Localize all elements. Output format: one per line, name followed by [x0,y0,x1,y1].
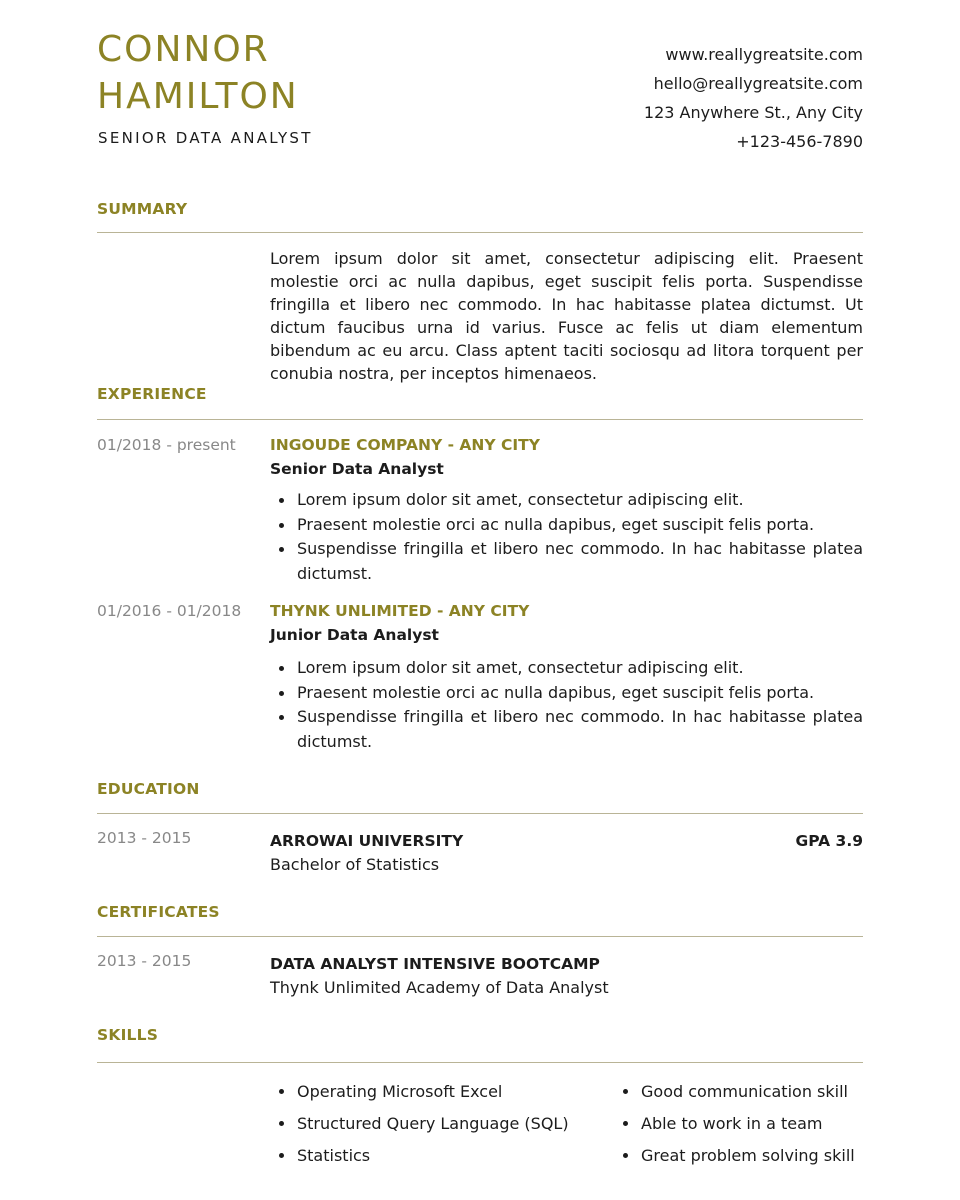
contact-block [644,40,863,156]
job-role: Junior Data Analyst [270,626,439,644]
list-item: Praesent molestie orci ac nulla dapibus, eget suscipit felis porta. [270,681,863,706]
list-item: Lorem ipsum dolor sit amet, consectetur adipiscing elit. [270,488,863,513]
contact-phone: +123-456-7890 [736,132,863,151]
job-dates: 01/2016 - 01/2018 [97,602,242,620]
contact-address: 123 Anywhere St., Any City [643,103,863,122]
education-heading: EDUCATION [97,780,200,798]
certificate-dates: 2013 - 2015 [97,952,192,970]
list-item: Able to work in a team [614,1108,874,1140]
certificate-name: DATA ANALYST INTENSIVE BOOTCAMP [270,955,600,973]
job-title: SENIOR DATA ANALYST [98,129,313,147]
certificates-divider [97,936,863,937]
job-role: Senior Data Analyst [270,460,444,478]
list-item: Suspendisse fringilla et libero nec commodo. In hac habitasse platea dictumst. [270,705,863,754]
skills-list-left [270,1076,600,1172]
summary-divider [97,232,863,233]
certificates-heading: CERTIFICATES [97,903,220,921]
experience-heading: EXPERIENCE [97,385,207,403]
list-item: Praesent molestie orci ac nulla dapibus, eget suscipit felis porta. [270,513,863,538]
job-company: THYNK UNLIMITED - ANY CITY [270,602,530,620]
summary-text: Lorem ipsum dolor sit amet, consectetur adipiscing elit. Praesent molestie orci ac nulla dapibus, eget suscipit felis porta. Suspendisse fringilla et libero nec commodo. In hac habitasse platea dictumst. Ut dictum faucibus urna id varius. Fusce ac felis ut diam elementum bibendum ac eu arcu. Class aptent taciti sociosqu ad litora torquent per conubia nostra, per inceptos himenaeos. [270,249,863,383]
list-item: Good communication skill [614,1076,874,1108]
contact-website: www.reallygreatsite.com [665,45,863,64]
skills-list-right [614,1076,874,1172]
summary-heading: SUMMARY [97,200,188,218]
list-item: Statistics [270,1140,600,1172]
job-dates: 01/2018 - present [97,436,236,454]
job-bullets [270,656,863,754]
contact-email: hello@reallygreatsite.com [653,74,863,93]
list-item: Operating Microsoft Excel [270,1076,600,1108]
candidate-name: CONNOR HAMILTON [97,29,299,117]
certificate-issuer: Thynk Unlimited Academy of Data Analyst [270,978,609,997]
degree-name: Bachelor of Statistics [270,855,440,874]
experience-divider [97,419,863,420]
education-divider [97,813,863,814]
job-bullets [270,488,863,586]
school-name: ARROWAI UNIVERSITY [270,832,464,850]
skills-heading: SKILLS [97,1026,159,1044]
list-item: Lorem ipsum dolor sit amet, consectetur adipiscing elit. [270,656,863,681]
job-company: INGOUDE COMPANY - ANY CITY [270,436,540,454]
list-item: Suspendisse fringilla et libero nec commodo. In hac habitasse platea dictumst. [270,537,863,586]
list-item: Structured Query Language (SQL) [270,1108,600,1140]
skills-divider [97,1062,863,1063]
education-dates: 2013 - 2015 [97,829,192,847]
gpa-value: GPA 3.9 [795,832,863,850]
list-item: Great problem solving skill [614,1140,874,1172]
